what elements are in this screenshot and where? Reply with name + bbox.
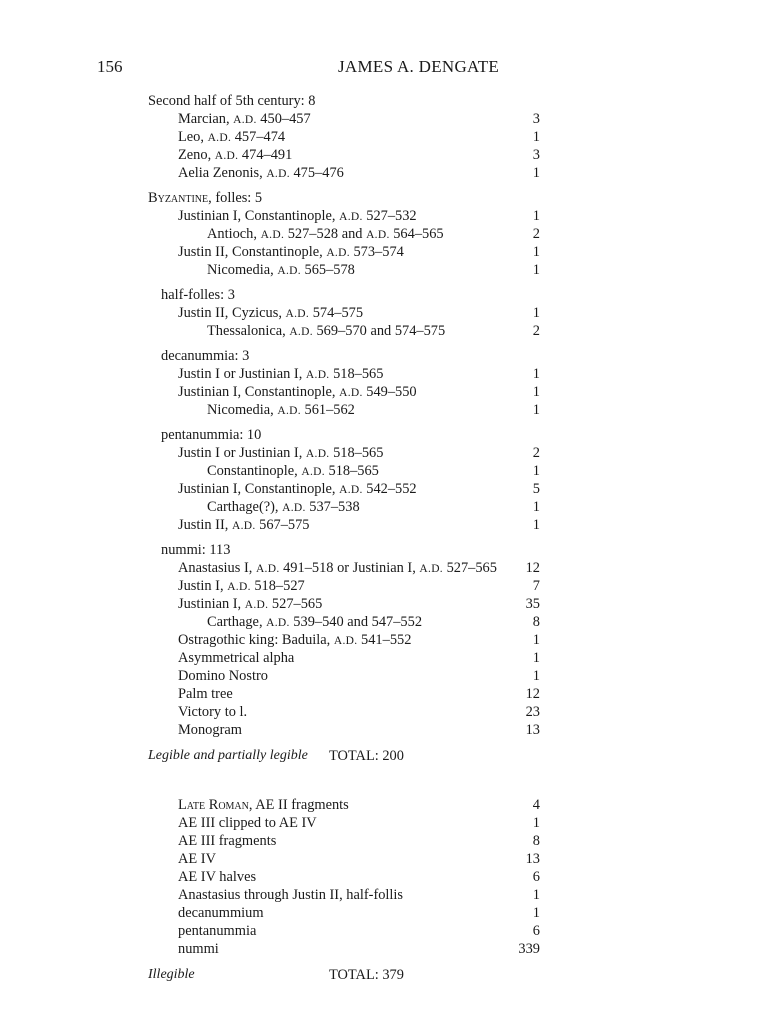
entry-label: Asymmetrical alpha <box>178 650 295 666</box>
entry-count: 5 <box>532 481 540 497</box>
table-row <box>0 304 757 322</box>
entry-label: Constantinople, A.D. 518–565 <box>207 463 379 479</box>
table-row <box>0 261 757 279</box>
entry-label: Antioch, A.D. 527–528 and A.D. 564–565 <box>207 226 444 242</box>
entry-label: nummi: 113 <box>161 542 231 558</box>
entry-label: Monogram <box>178 722 242 738</box>
entry-label: AE III clipped to AE IV <box>178 815 317 831</box>
total-label: Illegible <box>148 967 195 982</box>
table-row <box>0 814 757 832</box>
entry-count: 1 <box>532 244 540 260</box>
table-row <box>0 667 757 685</box>
entry-count: 4 <box>532 797 540 813</box>
table-row <box>0 850 757 868</box>
entry-label: Second half of 5th century: 8 <box>148 93 316 109</box>
entry-label: Justin II, Cyzicus, A.D. 574–575 <box>178 305 364 321</box>
entry-label: Justin II, Constantinople, A.D. 573–574 <box>178 244 404 260</box>
entry-count: 35 <box>525 596 540 612</box>
section-heading <box>0 286 757 304</box>
section-heading <box>0 541 757 559</box>
table-row <box>0 110 757 128</box>
entry-count: 1 <box>532 366 540 382</box>
table-row <box>0 401 757 419</box>
table-row <box>0 868 757 886</box>
total-illegible <box>0 965 757 985</box>
entry-label: Zeno, A.D. 474–491 <box>178 147 293 163</box>
entry-label: Justinian I, Constantinople, A.D. 549–550 <box>178 384 417 400</box>
entry-count: 2 <box>532 323 540 339</box>
entry-count: 2 <box>532 226 540 242</box>
entry-label: half-folles: 3 <box>161 287 235 303</box>
entry-count: 1 <box>532 165 540 181</box>
entry-label: Aelia Zenonis, A.D. 475–476 <box>178 165 344 181</box>
entry-label: Victory to l. <box>178 704 248 720</box>
table-row <box>0 613 757 631</box>
entry-count: 1 <box>532 650 540 666</box>
entry-count: 1 <box>532 517 540 533</box>
table-row <box>0 146 757 164</box>
entry-label: Justinian I, Constantinople, A.D. 542–552 <box>178 481 417 497</box>
table-row <box>0 243 757 261</box>
entry-label: Justin I, A.D. 518–527 <box>178 578 305 594</box>
entry-count: 339 <box>518 941 540 957</box>
table-row <box>0 225 757 243</box>
entry-count: 1 <box>532 668 540 684</box>
entry-label: Domino Nostro <box>178 668 268 684</box>
entry-count: 1 <box>532 815 540 831</box>
entry-count: 12 <box>525 560 540 576</box>
entry-label: Nicomedia, A.D. 561–562 <box>207 402 355 418</box>
running-head: JAMES A. DENGATE <box>338 57 500 76</box>
table-row <box>0 796 757 814</box>
table-row <box>0 559 757 577</box>
table-row <box>0 383 757 401</box>
total-legible <box>0 746 757 766</box>
entry-label: AE III fragments <box>178 833 277 849</box>
entry-label: decanummium <box>178 905 264 921</box>
table-row <box>0 577 757 595</box>
entry-label: decanummia: 3 <box>161 348 250 364</box>
table-row <box>0 516 757 534</box>
entry-label: Justinian I, A.D. 527–565 <box>178 596 323 612</box>
table-row <box>0 685 757 703</box>
entry-label: Palm tree <box>178 686 233 702</box>
table-row <box>0 462 757 480</box>
table-row <box>0 649 757 667</box>
entry-count: 13 <box>525 722 540 738</box>
table-row <box>0 365 757 383</box>
table-row <box>0 128 757 146</box>
table-row <box>0 940 757 958</box>
table-row <box>0 832 757 850</box>
table-row <box>0 904 757 922</box>
table-row <box>0 703 757 721</box>
entry-label: AE IV halves <box>178 869 257 885</box>
entry-count: 2 <box>532 445 540 461</box>
entry-label: pentanummia <box>178 923 257 939</box>
section-heading <box>0 189 757 207</box>
entry-label: Justin I or Justinian I, A.D. 518–565 <box>178 366 384 382</box>
entry-label: Anastasius I, A.D. 491–518 or Justinian I, A.D. 527–565 <box>178 560 497 576</box>
entry-count: 1 <box>532 499 540 515</box>
entry-count: 6 <box>532 923 540 939</box>
table-row <box>0 721 757 739</box>
entry-count: 1 <box>532 208 540 224</box>
entry-label: pentanummia: 10 <box>161 427 262 443</box>
table-row <box>0 631 757 649</box>
entry-count: 3 <box>532 111 540 127</box>
entry-label: Thessalonica, A.D. 569–570 and 574–575 <box>207 323 446 339</box>
entry-label: Late Roman, AE II fragments <box>178 797 349 813</box>
table-row <box>0 498 757 516</box>
entry-count: 7 <box>532 578 540 594</box>
page-number: 156 <box>97 57 123 76</box>
table-row <box>0 886 757 904</box>
entry-count: 1 <box>532 129 540 145</box>
entry-count: 1 <box>532 305 540 321</box>
entry-count: 1 <box>532 463 540 479</box>
entry-count: 8 <box>532 614 540 630</box>
total-label: Legible and partially legible <box>148 748 308 763</box>
table-row <box>0 207 757 225</box>
entry-label: Carthage(?), A.D. 537–538 <box>207 499 360 515</box>
entry-count: 23 <box>525 704 540 720</box>
section-heading <box>0 347 757 365</box>
entry-label: Carthage, A.D. 539–540 and 547–552 <box>207 614 423 630</box>
table-row <box>0 480 757 498</box>
table-row <box>0 164 757 182</box>
entry-count: 1 <box>532 262 540 278</box>
entry-count: 1 <box>532 887 540 903</box>
entry-label: Byzantine, folles: 5 <box>148 190 263 206</box>
section-heading <box>0 92 757 110</box>
entry-count: 1 <box>532 402 540 418</box>
total-value: TOTAL: 200 <box>329 748 404 764</box>
table-row <box>0 444 757 462</box>
entry-count: 1 <box>532 384 540 400</box>
entry-count: 1 <box>532 905 540 921</box>
table-row <box>0 595 757 613</box>
entry-count: 6 <box>532 869 540 885</box>
entry-count: 13 <box>525 851 540 867</box>
entry-label: Ostragothic king: Baduila, A.D. 541–552 <box>178 632 412 648</box>
entry-label: Leo, A.D. 457–474 <box>178 129 286 145</box>
table-row <box>0 322 757 340</box>
entry-label: Anastasius through Justin II, half-follis <box>178 887 404 903</box>
entry-label: Marcian, A.D. 450–457 <box>178 111 311 127</box>
entry-label: nummi <box>178 941 219 957</box>
entry-label: Justinian I, Constantinople, A.D. 527–532 <box>178 208 417 224</box>
entry-label: Justin I or Justinian I, A.D. 518–565 <box>178 445 384 461</box>
entry-count: 8 <box>532 833 540 849</box>
entry-count: 1 <box>532 632 540 648</box>
entry-label: Nicomedia, A.D. 565–578 <box>207 262 355 278</box>
entry-count: 12 <box>525 686 540 702</box>
total-value: TOTAL: 379 <box>329 967 404 983</box>
coin-inventory-table <box>0 92 757 985</box>
entry-label: AE IV <box>178 851 216 867</box>
entry-label: Justin II, A.D. 567–575 <box>178 517 310 533</box>
entry-count: 3 <box>532 147 540 163</box>
table-row <box>0 922 757 940</box>
section-heading <box>0 426 757 444</box>
